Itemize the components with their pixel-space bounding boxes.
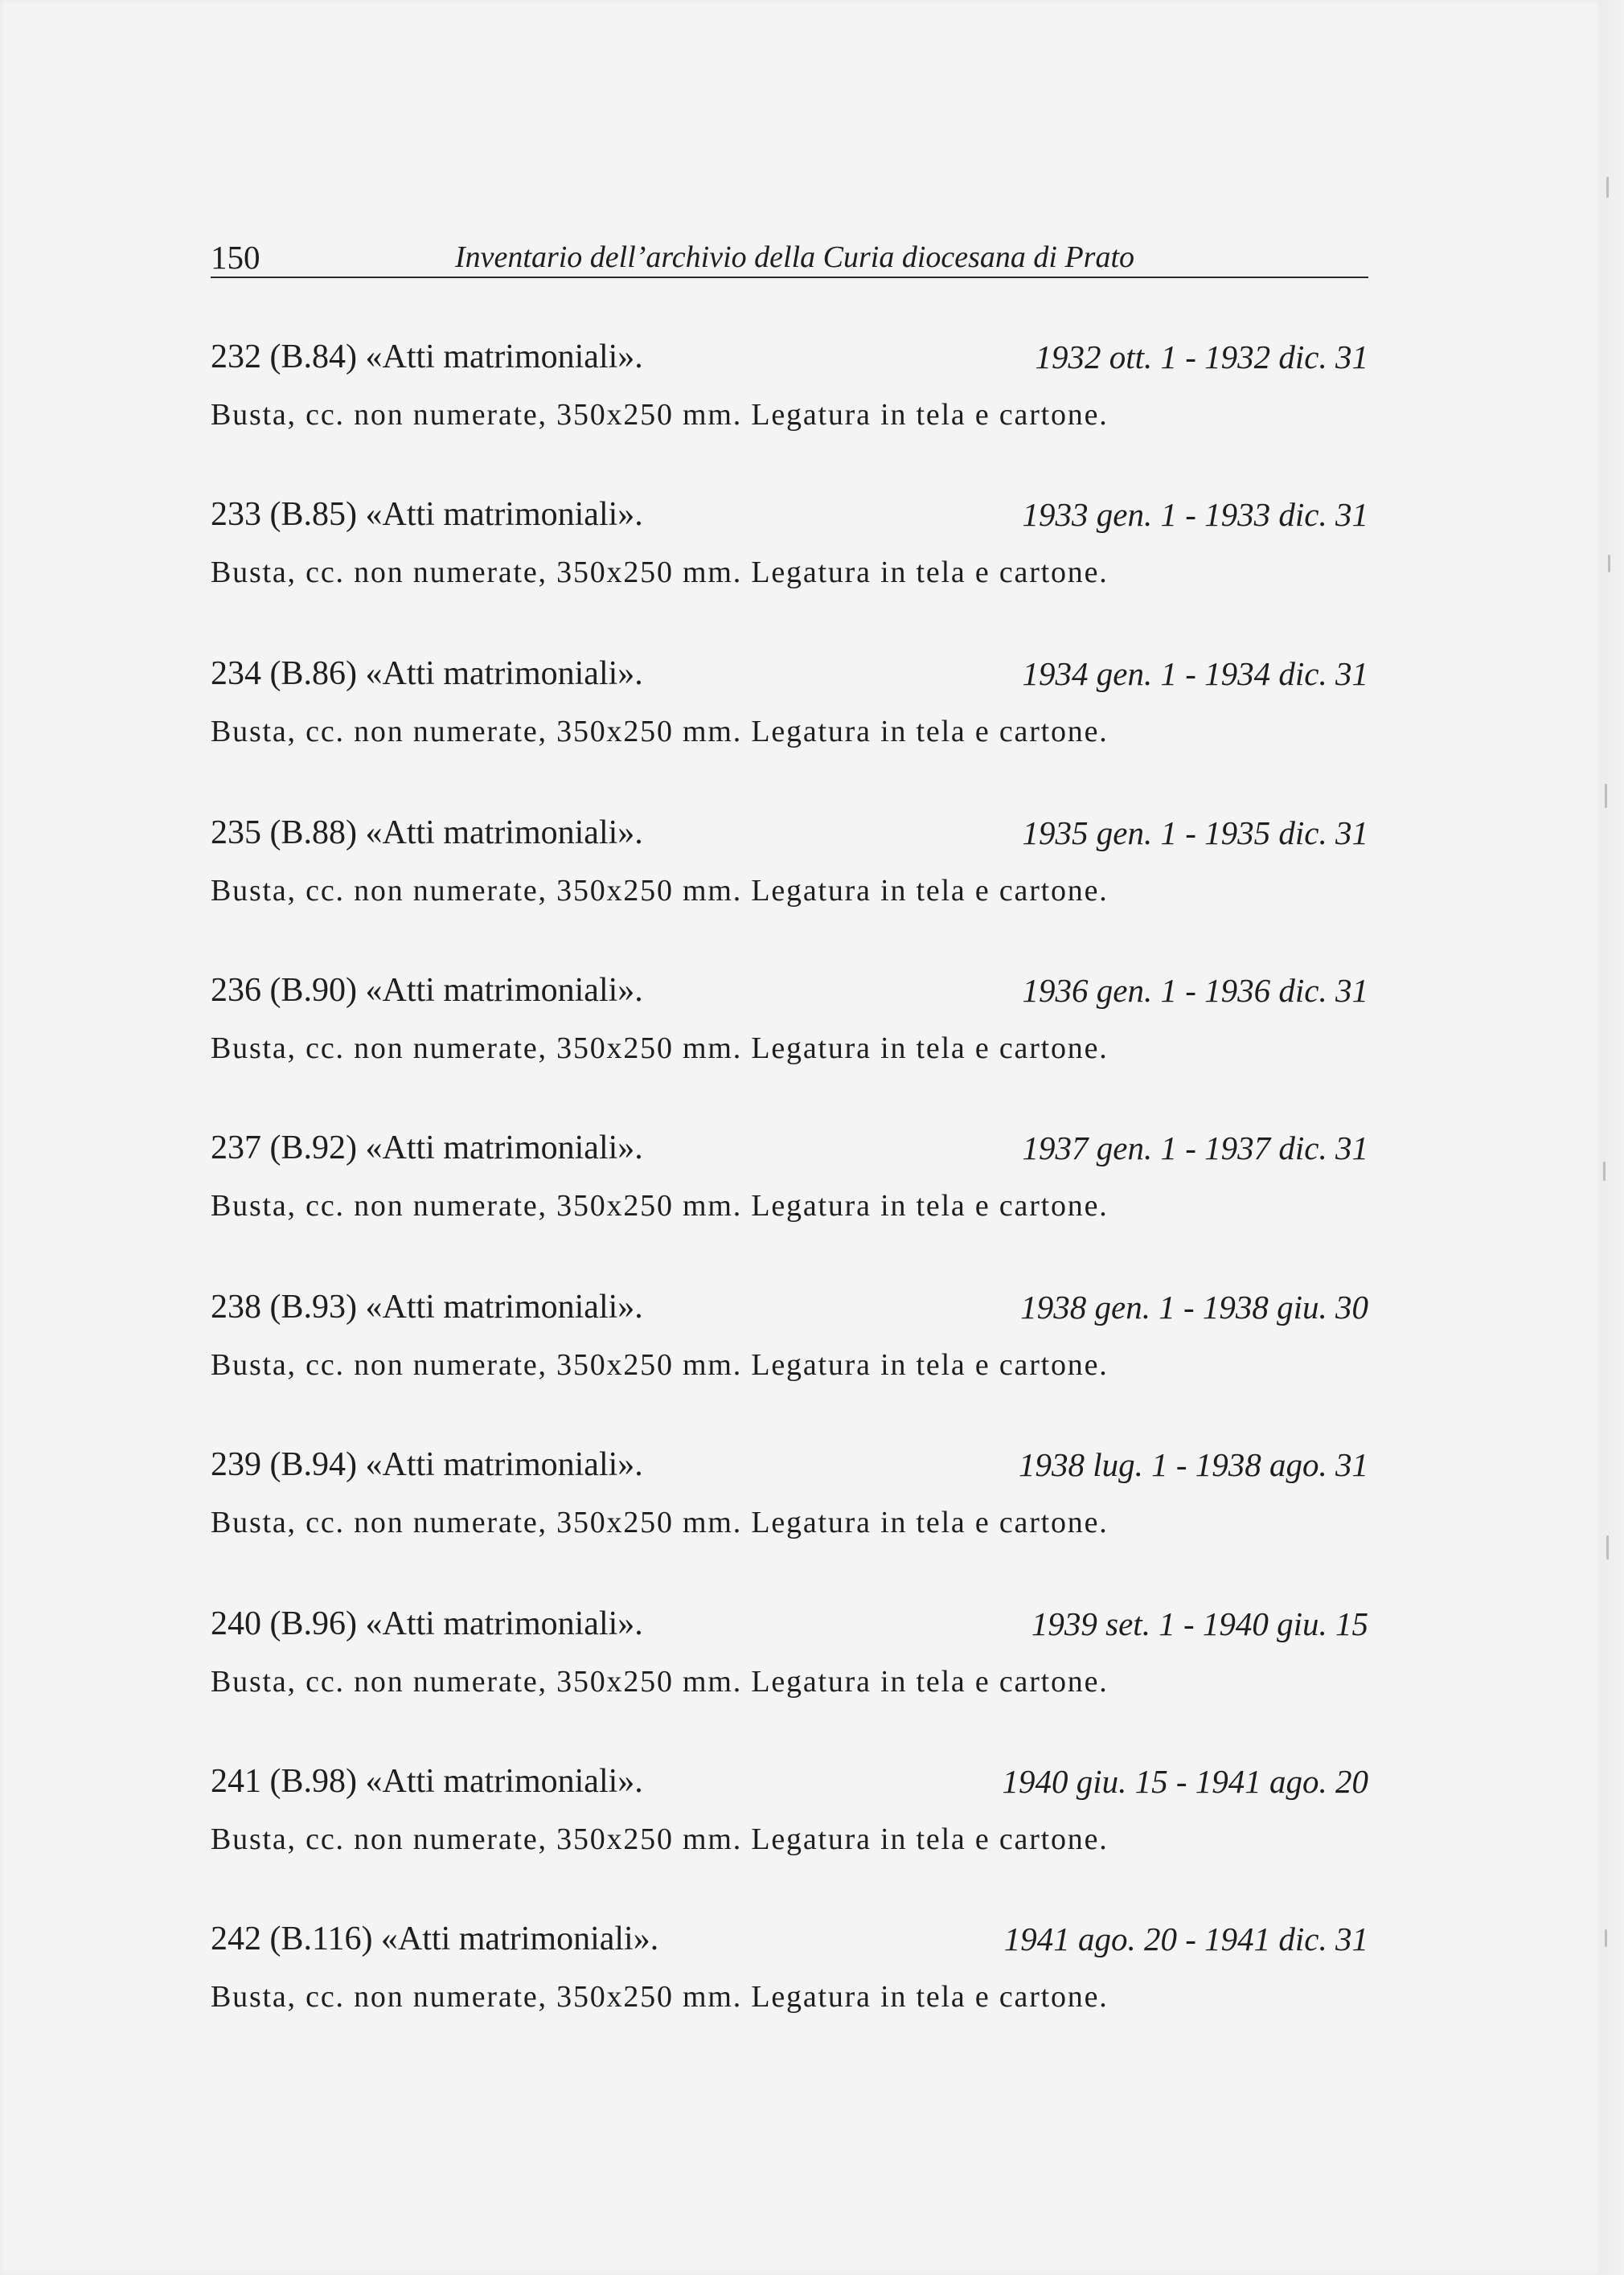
inventory-entry bbox=[211, 494, 1368, 614]
inventory-entry bbox=[211, 1286, 1368, 1407]
entry-description: Busta, cc. non numerate, 350x250 mm. Legatura in tela e cartone. bbox=[211, 1665, 1109, 1699]
inventory-entry bbox=[211, 812, 1368, 933]
running-head-title: Inventario dell’archivio della Curia diocesana di Prato bbox=[455, 240, 1135, 274]
entry-dates: 1934 gen. 1 - 1934 dic. 31 bbox=[1022, 655, 1368, 692]
entry-dates: 1940 giu. 15 - 1941 ago. 20 bbox=[1002, 1763, 1368, 1800]
entry-description: Busta, cc. non numerate, 350x250 mm. Legatura in tela e cartone. bbox=[211, 1506, 1109, 1539]
inventory-entry bbox=[211, 1603, 1368, 1724]
entry-description: Busta, cc. non numerate, 350x250 mm. Legatura in tela e cartone. bbox=[211, 715, 1109, 748]
entry-title: 242 (B.116) «Atti matrimoniali». bbox=[211, 1920, 659, 1957]
entry-title: 233 (B.85) «Atti matrimoniali». bbox=[211, 496, 643, 533]
inventory-entry bbox=[211, 1761, 1368, 1881]
page-number: 150 bbox=[211, 239, 260, 276]
entry-title: 236 (B.90) «Atti matrimoniali». bbox=[211, 972, 643, 1009]
entry-title: 235 (B.88) «Atti matrimoniali». bbox=[211, 814, 643, 851]
entry-title: 237 (B.92) «Atti matrimoniali». bbox=[211, 1129, 643, 1166]
entry-description: Busta, cc. non numerate, 350x250 mm. Legatura in tela e cartone. bbox=[211, 1031, 1109, 1065]
entry-dates: 1938 lug. 1 - 1938 ago. 31 bbox=[1018, 1446, 1368, 1483]
entry-title: 239 (B.94) «Atti matrimoniali». bbox=[211, 1446, 643, 1483]
edge-mark bbox=[1606, 1535, 1609, 1560]
entry-dates: 1938 gen. 1 - 1938 giu. 30 bbox=[1020, 1289, 1368, 1326]
entry-description: Busta, cc. non numerate, 350x250 mm. Legatura in tela e cartone. bbox=[211, 398, 1109, 432]
inventory-entry bbox=[211, 969, 1368, 1090]
edge-mark bbox=[1605, 1929, 1607, 1947]
entry-title: 240 (B.96) «Atti matrimoniali». bbox=[211, 1605, 643, 1642]
entry-dates: 1937 gen. 1 - 1937 dic. 31 bbox=[1022, 1129, 1368, 1166]
entry-title: 234 (B.86) «Atti matrimoniali». bbox=[211, 655, 643, 692]
entry-description: Busta, cc. non numerate, 350x250 mm. Legatura in tela e cartone. bbox=[211, 555, 1109, 589]
entry-dates: 1936 gen. 1 - 1936 dic. 31 bbox=[1022, 972, 1368, 1009]
inventory-entry bbox=[211, 1444, 1368, 1564]
entry-dates: 1932 ott. 1 - 1932 dic. 31 bbox=[1035, 338, 1368, 375]
entry-dates: 1933 gen. 1 - 1933 dic. 31 bbox=[1022, 496, 1368, 533]
entry-description: Busta, cc. non numerate, 350x250 mm. Legatura in tela e cartone. bbox=[211, 1980, 1109, 2014]
entry-dates: 1939 set. 1 - 1940 giu. 15 bbox=[1031, 1605, 1368, 1642]
entry-title: 232 (B.84) «Atti matrimoniali». bbox=[211, 338, 643, 375]
inventory-entry bbox=[211, 336, 1368, 457]
entry-title: 238 (B.93) «Atti matrimoniali». bbox=[211, 1289, 643, 1326]
edge-mark bbox=[1605, 784, 1607, 808]
entry-dates: 1941 ago. 20 - 1941 dic. 31 bbox=[1003, 1920, 1368, 1957]
entry-dates: 1935 gen. 1 - 1935 dic. 31 bbox=[1022, 814, 1368, 851]
inventory-entry bbox=[211, 1127, 1368, 1248]
edge-mark bbox=[1603, 1162, 1606, 1181]
entry-description: Busta, cc. non numerate, 350x250 mm. Legatura in tela e cartone. bbox=[211, 874, 1109, 908]
entry-title: 241 (B.98) «Atti matrimoniali». bbox=[211, 1763, 643, 1800]
entry-description: Busta, cc. non numerate, 350x250 mm. Legatura in tela e cartone. bbox=[211, 1822, 1109, 1856]
inventory-entry bbox=[211, 1918, 1368, 2039]
entry-description: Busta, cc. non numerate, 350x250 mm. Legatura in tela e cartone. bbox=[211, 1189, 1109, 1223]
inventory-entry bbox=[211, 653, 1368, 773]
edge-mark bbox=[1606, 177, 1609, 198]
running-head bbox=[211, 238, 1368, 278]
page-edge bbox=[1600, 0, 1624, 2275]
entry-description: Busta, cc. non numerate, 350x250 mm. Legatura in tela e cartone. bbox=[211, 1348, 1109, 1382]
edge-mark bbox=[1608, 555, 1610, 572]
